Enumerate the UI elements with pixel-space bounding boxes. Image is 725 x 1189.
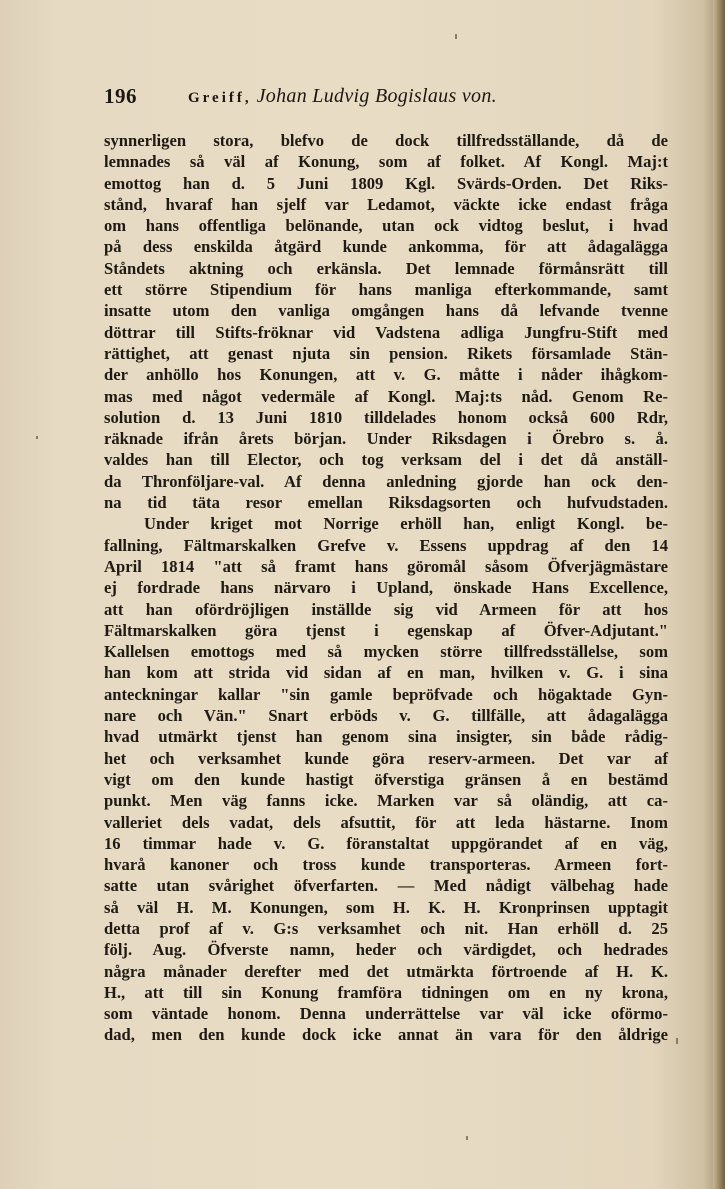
- author-surname: Greiff,: [188, 90, 252, 106]
- text-line-paragraph-start: Under kriget mot Norrige erhöll han, enligt Kongl. be-: [144, 514, 668, 534]
- text-line: följ. Aug. Öfverste namn, heder och värdigdet, och hedrades: [104, 940, 668, 960]
- running-title: [188, 85, 497, 108]
- text-line: punkt. Men väg fanns icke. Marken var så oländig, att ca-: [104, 791, 668, 811]
- text-line: att han ofördröjligen inställde sig vid Armeen för att hos: [104, 599, 668, 619]
- text-line: emottog han d. 5 Juni 1809 Kgl. Svärds-Orden. Det Riks-: [104, 173, 668, 193]
- text-line: na tid täta resor emellan Riksdagsorten och hufvudstaden.: [104, 493, 668, 513]
- text-line: han kom att strida vid sidan af en man, hvilken v. G. i sina: [104, 663, 668, 683]
- body-text: [104, 130, 668, 1046]
- scan-speck: [36, 436, 38, 439]
- text-line: så väl H. M. Konungen, som H. K. H. Kronprinsen upptagit: [104, 897, 668, 917]
- text-line: några månader derefter med det utmärkta förtroende af H. K.: [104, 961, 668, 981]
- text-line: da Thronföljare-val. Af denna anledning gjorde han ock den-: [104, 471, 668, 491]
- text-line: synnerligen stora, blefvo de dock tillfredsställande, då de: [104, 131, 668, 150]
- text-line: om hans offentliga belönande, utan ock vidtog beslut, i hvad: [104, 216, 668, 236]
- text-line: fallning, Fältmarskalken Grefve v. Essens uppdrag af den 14: [104, 535, 668, 555]
- text-line: H., att till sin Konung framföra tidningen om en ny krona,: [104, 982, 668, 1002]
- text-line: het och verksamhet kunde göra reserv-armeen. Det var af: [104, 748, 668, 768]
- text-line: hvarå kanoner och tross kunde transporteras. Armeen fort-: [104, 855, 668, 875]
- text-line: hvad utmärkt tjenst han genom sina insigter, sin både rådig-: [104, 727, 668, 747]
- text-line: nare och Vän." Snart erböds v. G. tillfälle, att ådagalägga: [104, 706, 668, 726]
- text-line: vigt om den kunde hastigt öfverstiga gränsen å en bestämd: [104, 769, 668, 789]
- text-line: mas med något vedermäle af Kongl. Maj:ts nåd. Genom Re-: [104, 386, 668, 406]
- text-line: ett större Stipendium för hans manliga efterkommande, samt: [104, 280, 668, 300]
- page-number: 196: [104, 84, 137, 108]
- text-line: på dess enskilda åtgärd kunde ankomma, för att ådagalägga: [104, 237, 668, 257]
- text-line: lemnades så väl af Konung, som af folket. Af Kongl. Maj:t: [104, 152, 668, 172]
- text-line: valdes han till Elector, och tog verksam del i det då anställ-: [104, 450, 668, 470]
- text-line: 16 timmar hade v. G. föranstaltat uppgörandet af en väg,: [104, 833, 668, 853]
- text-line: solution d. 13 Juni 1810 tilldelades honom också 600 Rdr,: [104, 407, 668, 427]
- text-line: dad, men den kunde dock icke annat än vara för den åldrige: [104, 1025, 668, 1045]
- text-line: April 1814 "att så framt hans göromål såsom Öfverjägmästare: [104, 556, 668, 576]
- text-line: Kallelsen emottogs med så mycken större tillfredsställelse, som: [104, 642, 668, 662]
- text-line: valleriet dels vadat, dels afsuttit, för att leda hästarne. Inom: [104, 812, 668, 832]
- author-given-names: Johan Ludvig Bogislaus von.: [256, 85, 497, 107]
- scan-speck: [676, 1038, 678, 1044]
- text-line: döttrar till Stifts-fröknar vid Vadstena adliga Jungfru-Stift med: [104, 322, 668, 342]
- text-line: insatte utom den vanliga omgången hans då lefvande tvenne: [104, 301, 668, 321]
- text-line: der anhöllo hos Konungen, att v. G. måtte i nåder ihågkom-: [104, 365, 668, 385]
- text-line: Ståndets aktning och erkänsla. Det lemnade förmånsrätt till: [104, 258, 668, 278]
- text-line: som väntade honom. Denna underrättelse var väl icke oförmo-: [104, 1004, 668, 1024]
- scan-speck: [455, 34, 457, 39]
- text-line: ej fordrade hans närvaro i Upland, önskade Hans Excellence,: [104, 578, 668, 598]
- text-line: satte utan svårighet öfverfarten. — Med nådigt välbehag hade: [104, 876, 668, 896]
- text-line: detta prof af v. G:s verksamhet och nit. Han erhöll d. 25: [104, 918, 668, 938]
- text-line: rättighet, att genast njuta sin pension. Rikets församlade Stän-: [104, 343, 668, 363]
- text-line: Fältmarskalken göra tjenst i egenskap af Öfver-Adjutant.": [104, 620, 668, 640]
- scan-speck: [466, 1136, 468, 1140]
- running-header: [104, 84, 664, 110]
- page-edge: [713, 0, 725, 1189]
- text-line: stånd, hvaraf han sjelf var Ledamot, väckte icke endast fråga: [104, 194, 668, 214]
- text-line: anteckningar kallar "sin gamle bepröfvade och högaktade Gyn-: [104, 684, 668, 704]
- text-line: räknade ifrån årets början. Under Riksdagen i Örebro s. å.: [104, 429, 668, 449]
